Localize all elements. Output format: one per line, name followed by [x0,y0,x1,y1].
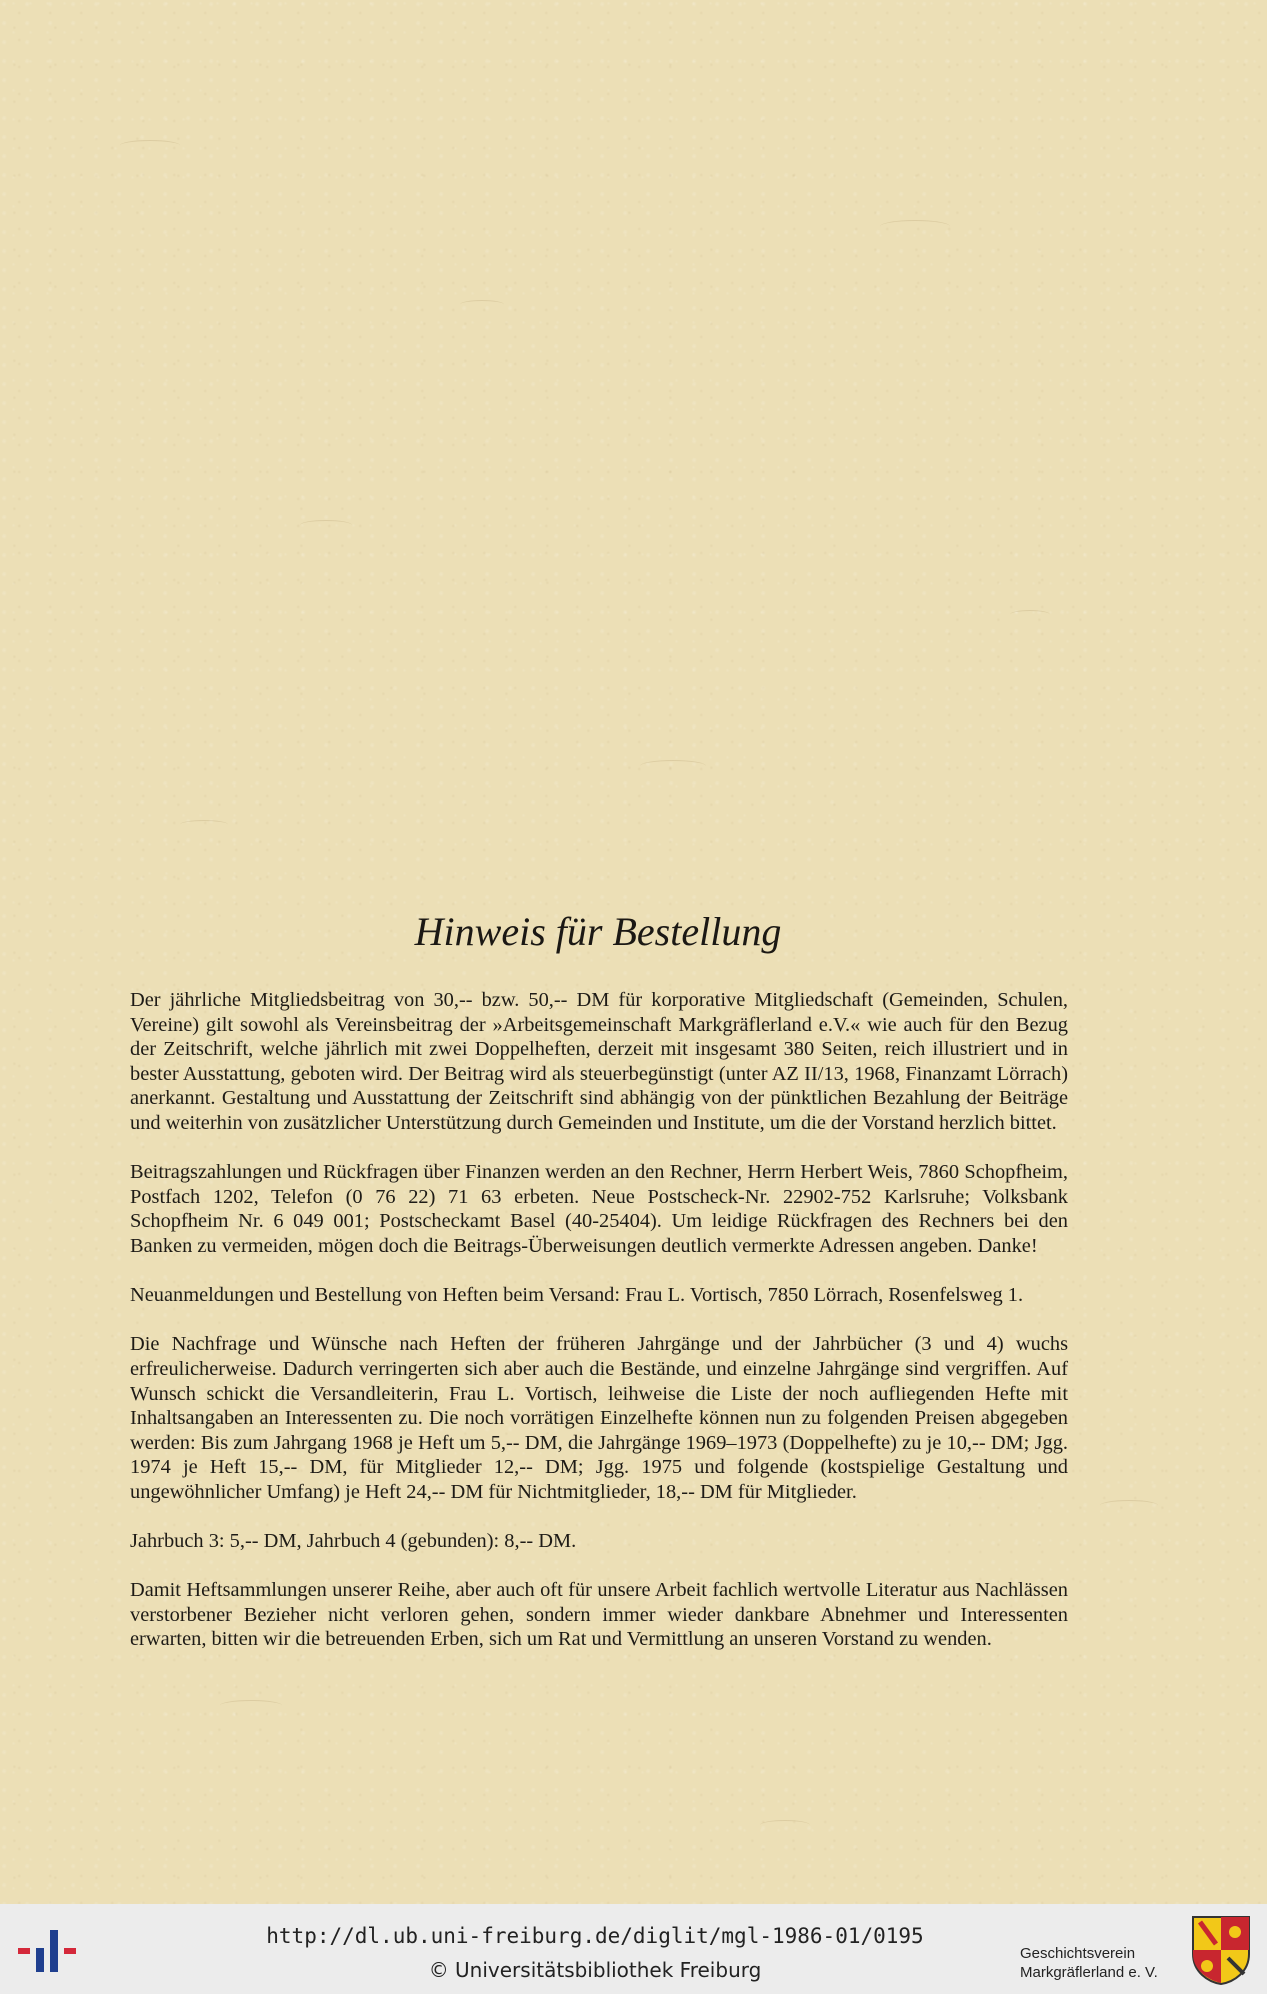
paper-fiber [300,520,352,530]
paper-fiber [120,140,180,151]
paragraph-registration: Neuanmeldungen und Bestellung von Heften beim Versand: Frau L. Vortisch, 7850 Lörrach, Rosenfelsweg 1. [130,1284,1024,1307]
paper-fiber [1010,610,1050,619]
page-heading: Hinweis für Bestellung [414,909,782,954]
paper-fiber [640,760,706,772]
paragraph-estates: Damit Heftsammlungen unserer Reihe, aber auch oft für unsere Arbeit fachlich wertvolle Literatur aus Nachlässen verstorbener Bezieher nicht verloren gehen, sondern immer wieder dankbare Abnehmer und Interessenten erwarten, bitten wir die betreuenden Erben, sich um Rat und Vermittlung an unseren Vorstand zu wenden. [130,1579,1068,1651]
paper-fiber [760,1820,810,1830]
paper-fiber [180,820,228,829]
coat-of-arms-icon [1190,1914,1252,1986]
paper-fiber [880,220,950,233]
society-name-line1: Geschichtsverein [1020,1945,1136,1962]
copyright-notice: © Universitätsbibliothek Freiburg [428,1958,762,1982]
paper-fiber [1100,1500,1158,1511]
footer-bar [0,1904,1267,1994]
body-text [130,988,1068,1677]
permalink-url[interactable]: http://dl.ub.uni-freiburg.de/diglit/mgl-1986-01/0195 [266,1924,924,1948]
paragraph-back-issues: Die Nachfrage und Wünsche nach Heften der früheren Jahrgänge und der Jahrbücher (3 und 4) wuchs erfreulicherweise. Dadurch verringerten sich aber auch die Bestände, und einzelne Jahrgänge sind vergriffen. Auf Wunsch schickt die Versandleiterin, Frau L. Vortisch, leihweise die Liste der noch aufliegenden Hefte mit Inhaltsangaben an Interessenten zu. Die noch vorrätigen Einzelhefte können nun zu folgenden Preisen abgegeben werden: Bis zum Jahrgang 1968 je Heft um 5,-- DM, die Jahrgänge 1969–1973 (Doppelhefte) zu je 10,-- DM; Jgg. 1974 je Heft 15,-- DM, für Mitglieder 12,-- DM; Jgg. 1975 und folgende (kostspielige Gestaltung und ungewöhnlicher Umfang) je Heft 24,-- DM für Nichtmitglieder, 18,-- DM für Mitglieder. [130,1333,1068,1503]
paragraph-payments: Beitragszahlungen und Rückfragen über Finanzen werden an den Rechner, Herrn Herbert Weis, 7860 Schopfheim, Postfach 1202, Telefon (0 76 22) 71 63 erbeten. Neue Postscheck-Nr. 22902-752 Karlsruhe; Volksbank Schopfheim Nr. 6 049 001; Postscheckamt Basel (40-25404). Um leidige Rückfragen des Rechners bei den Banken zu vermeiden, mögen doch die Beitrags-Überweisungen deutlich vermerkte Adressen angeben. Danke! [130,1161,1068,1257]
paper-fiber [220,1700,282,1711]
paper-fiber [460,300,504,309]
society-name-line2: Markgräflerland e. V. [1020,1964,1158,1981]
society-name [1020,1944,1196,1982]
paragraph-membership-fee: Der jährliche Mitgliedsbeitrag von 30,-- bzw. 50,-- DM für korporative Mitgliedschaft (Gemeinden, Schulen, Vereine) gilt sowohl als Vereinsbeitrag der »Arbeitsgemeinschaft Markgräflerland e.V.« wie auch für den Bezug der Zeitschrift, welche jährlich mit zwei Doppelheften, derzeit mit insgesamt 380 Seiten, reich illustriert und in bester Ausstattung, geboten wird. Der Beitrag wird als steuerbegünstigt (unter AZ II/13, 1968, Finanzamt Lörrach) anerkannt. Gestaltung und Ausstattung der Zeitschrift sind abhängig von der pünktlichen Bezahlung der Beiträge und weiterhin von zusätzlicher Unterstützung durch Gemeinden und Institute, um die der Vorstand herzlich bittet. [130,989,1068,1134]
paragraph-yearbook-prices: Jahrbuch 3: 5,-- DM, Jahrbuch 4 (gebunden): 8,-- DM. [130,1530,577,1553]
